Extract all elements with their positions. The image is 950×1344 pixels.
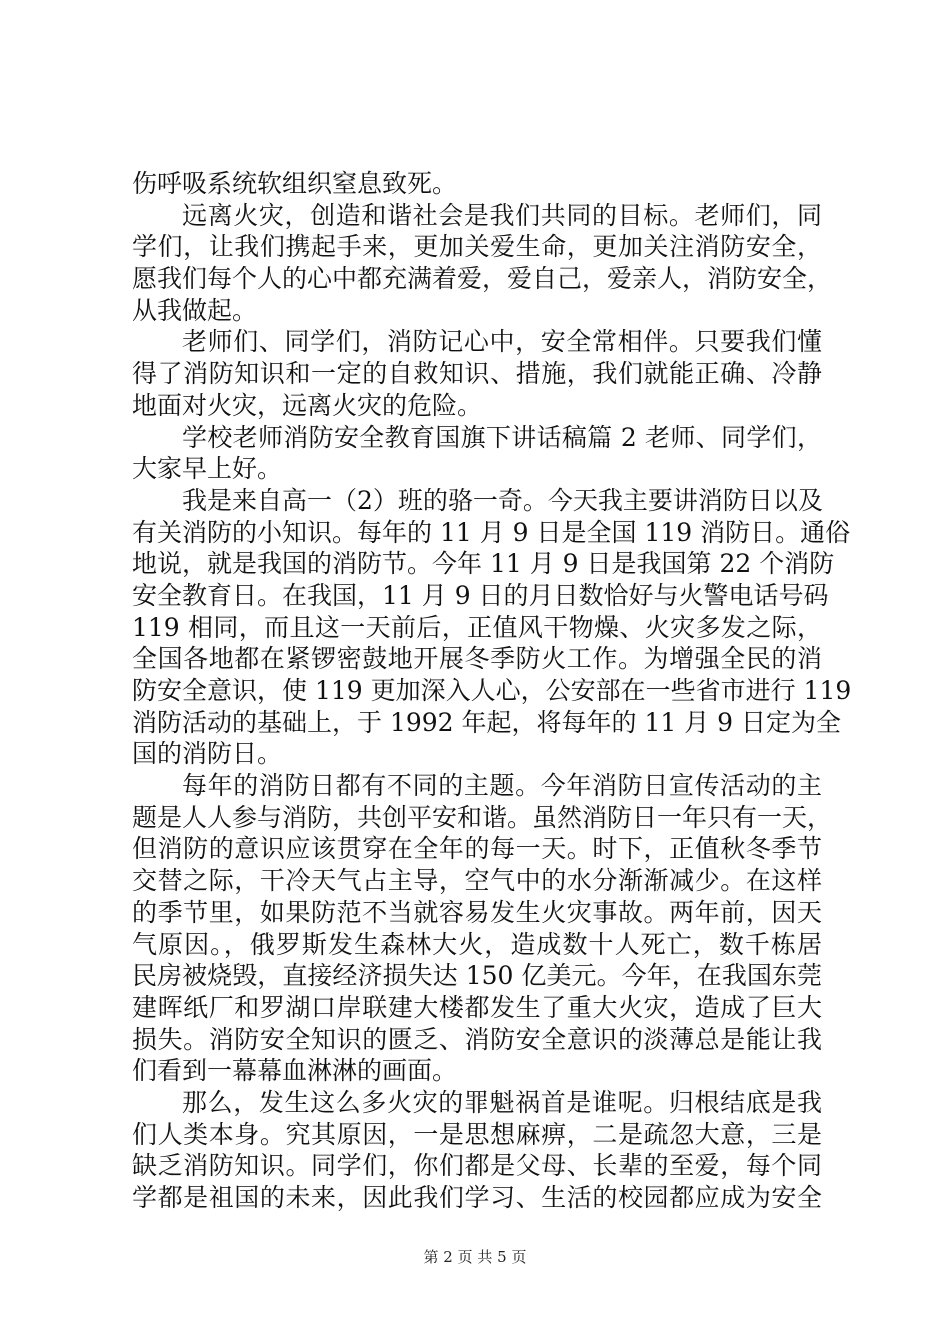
text-line: 学们，让我们携起手来，更加关爱生命，更加关注消防安全，	[132, 232, 822, 262]
text-line: 伤呼吸系统软组织窒息致死。	[132, 169, 458, 198]
text-line: 建晖纸厂和罗湖口岸联建大楼都发生了重大火灾，造成了巨大	[132, 992, 822, 1022]
page-footer: 第 2 页 共 5 页	[423, 1248, 527, 1266]
text-line: 防安全意识，使 119 更加深入人心，公安部在一些省市进行 119	[132, 676, 852, 705]
text-line: 得了消防知识和一定的自救知识、措施，我们就能正确、冷静	[132, 359, 822, 389]
text-line: 民房被烧毁，直接经济损失达 150 亿美元。今年，在我国东莞	[132, 961, 822, 991]
text-line: 老师们、同学们，消防记心中，安全常相伴。只要我们懂	[182, 327, 822, 357]
text-line: 愿我们每个人的心中都充满着爱，爱自己，爱亲人，消防安全，	[132, 264, 833, 294]
text-line: 全国各地都在紧锣密鼓地开展冬季防火工作。为增强全民的消	[132, 644, 822, 674]
text-line: 有关消防的小知识。每年的 11 月 9 日是全国 119 消防日。通俗	[132, 517, 851, 547]
text-line: 学校老师消防安全教育国旗下讲话稿篇 2 老师、同学们，	[182, 422, 822, 452]
text-line: 但消防的意识应该贯穿在全年的每一天。时下，正值秋冬季节	[132, 834, 822, 864]
text-line: 们看到一幕幕血淋淋的画面。	[132, 1056, 458, 1086]
text-line: 国的消防日。	[132, 739, 283, 769]
text-line: 题是人人参与消防，共创平安和谐。虽然消防日一年只有一天，	[132, 802, 833, 832]
text-line: 们人类本身。究其原因，一是思想麻痹，二是疏忽大意，三是	[132, 1119, 822, 1149]
text-line: 交替之际，干冷天气占主导，空气中的水分渐渐减少。在这样	[132, 866, 822, 896]
text-line: 的季节里，如果防范不当就容易发生火灾事故。两年前，因天	[132, 897, 822, 927]
text-line: 学都是祖国的未来，因此我们学习、生活的校园都应成为安全	[132, 1183, 822, 1212]
text-line: 我是来自高一（2）班的骆一奇。今天我主要讲消防日以及	[182, 485, 823, 515]
text-line: 安全教育日。在我国，11 月 9 日的月日数恰好与火警电话号码	[132, 580, 829, 610]
text-line: 损失。消防安全知识的匮乏、消防安全意识的淡薄总是能让我	[132, 1024, 822, 1054]
document-body	[132, 168, 852, 1214]
text-line: 每年的消防日都有不同的主题。今年消防日宣传活动的主	[182, 771, 822, 801]
text-line: 远离火灾，创造和谐社会是我们共同的目标。老师们，同	[182, 200, 822, 230]
text-line: 地说，就是我国的消防节。今年 11 月 9 日是我国第 22 个消防	[132, 549, 835, 579]
text-line: 地面对火灾，远离火灾的危险。	[132, 390, 483, 420]
text-line: 大家早上好。	[132, 454, 283, 484]
text-line: 气原因。，俄罗斯发生森林大火，造成数十人死亡，数千栋居	[132, 929, 822, 959]
text-line: 缺乏消防知识。同学们，你们都是父母、长辈的至爱，每个同	[132, 1151, 822, 1181]
text-line: 消防活动的基础上，于 1992 年起，将每年的 11 月 9 日定为全	[132, 707, 842, 737]
text-line: 119 相同，而且这一天前后，正值风干物燥、火灾多发之际，	[132, 612, 822, 642]
text-line: 那么，发生这么多火灾的罪魁祸首是谁呢。归根结底是我	[182, 1087, 822, 1117]
text-line: 从我做起。	[132, 295, 258, 325]
